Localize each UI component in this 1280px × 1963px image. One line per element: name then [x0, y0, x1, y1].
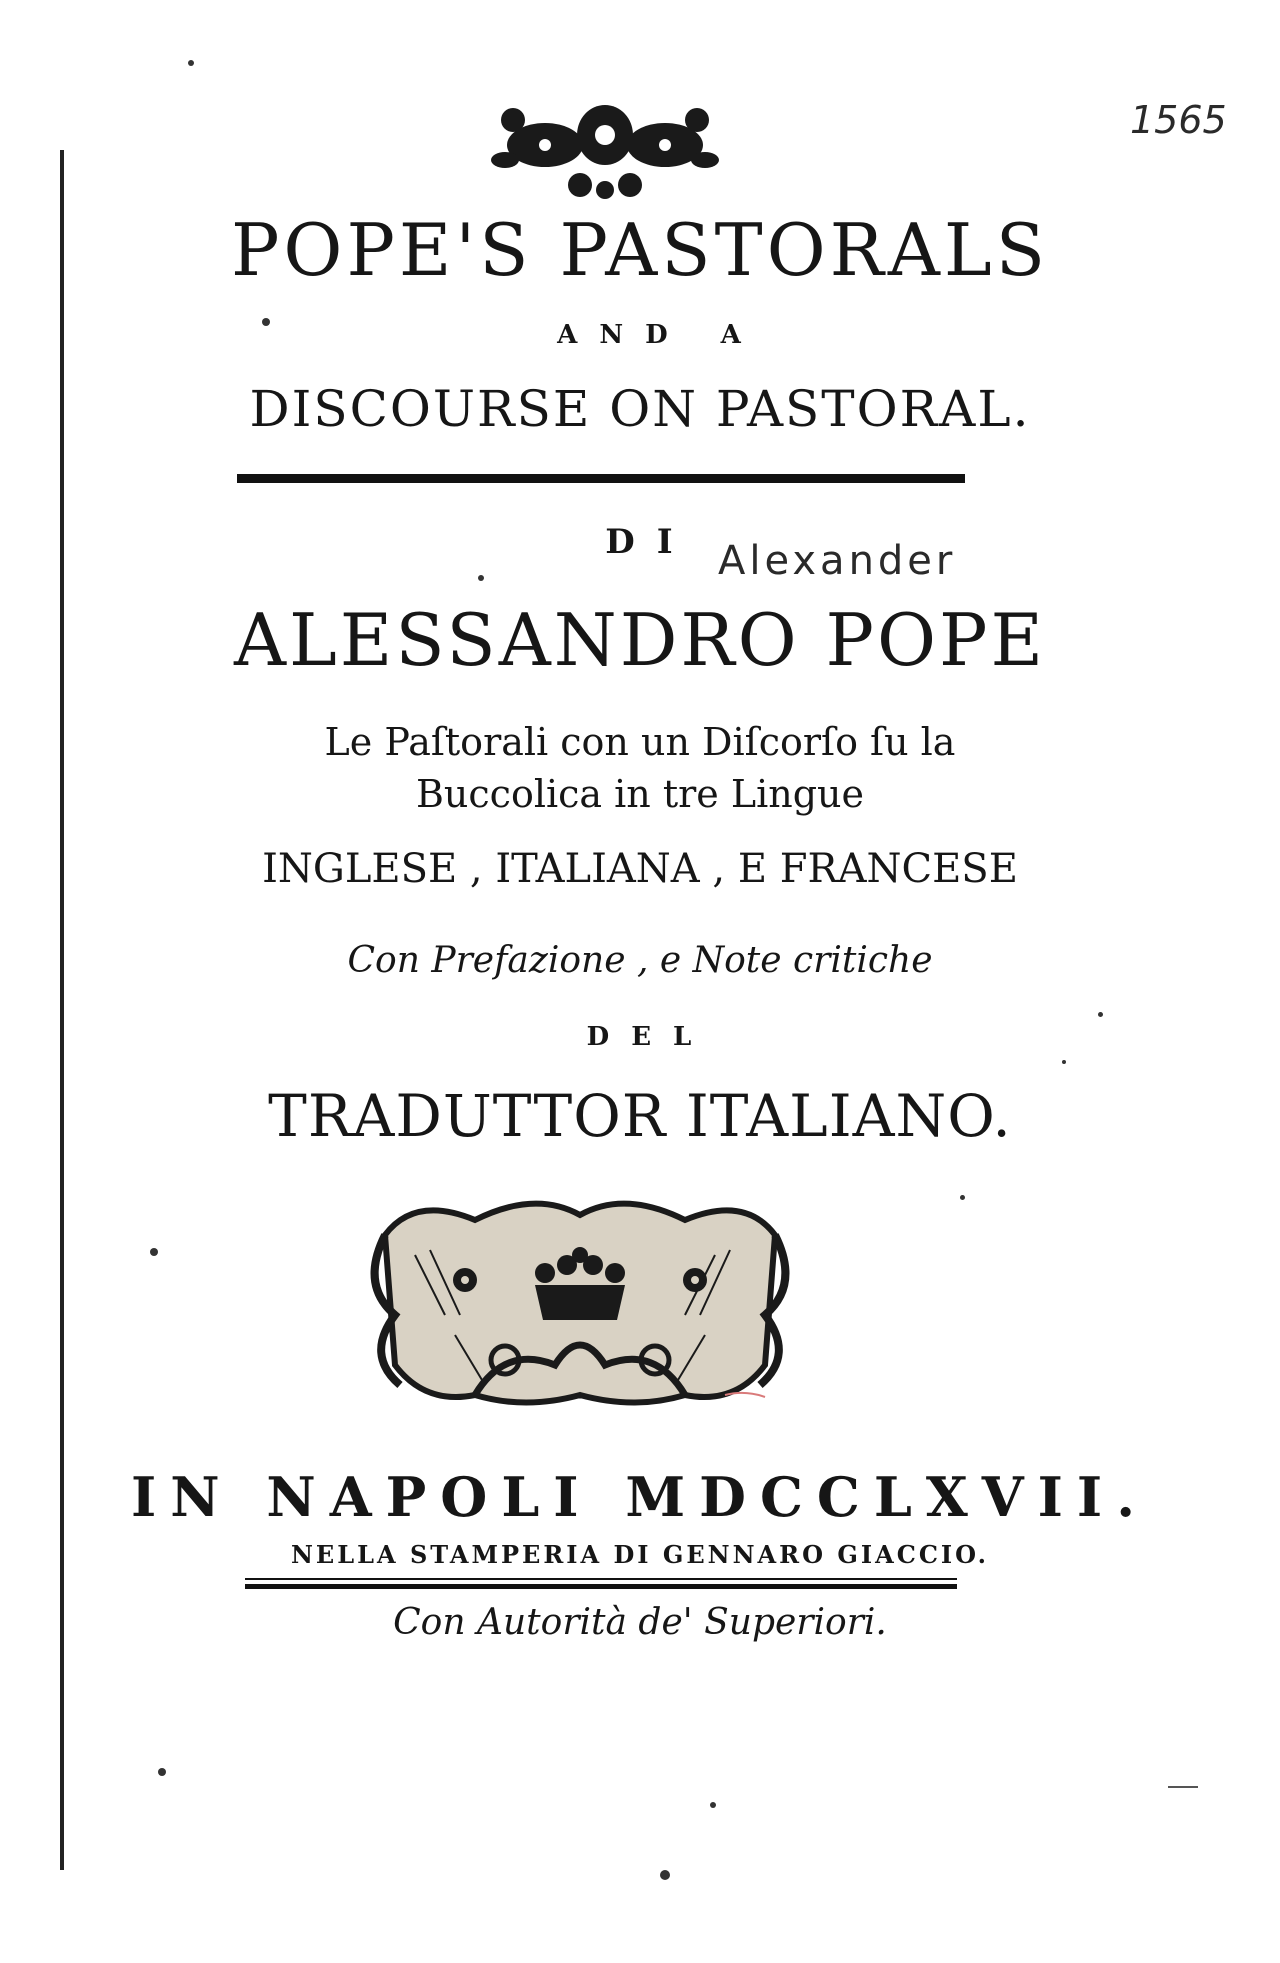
- page-speck: [710, 1802, 716, 1808]
- page-speck: [960, 1195, 965, 1200]
- imprint-rule-thick: [245, 1584, 957, 1589]
- del-line: DEL: [586, 1022, 714, 1052]
- authority-line: Con Autorità de' Superiori.: [393, 1602, 887, 1643]
- preface-line: Con Prefazione , e Note critiche: [347, 940, 933, 981]
- subtitle-line-1: Le Paſtorali con un Diſcorſo ſu la: [324, 720, 956, 764]
- title-line-1: POPE'S PASTORALS: [230, 208, 1050, 292]
- page-speck: [262, 318, 270, 326]
- languages-line: INGLESE , ITALIANA , E FRANCESE: [262, 846, 1018, 892]
- page-mark: [1168, 1786, 1198, 1788]
- place-date-line: IN NAPOLI MDCCLXVII.: [131, 1465, 1149, 1529]
- handwritten-name: Alexander: [718, 538, 957, 584]
- crown-woodcut-vignette: [355, 1195, 805, 1415]
- floral-headpiece-ornament: [485, 90, 725, 205]
- title-line-3: DISCOURSE ON PASTORAL.: [249, 380, 1031, 438]
- translator-line: TRADUTTOR ITALIANO.: [268, 1082, 1012, 1150]
- page-speck: [158, 1768, 166, 1776]
- title-rule: [237, 474, 965, 483]
- page-speck: [150, 1248, 158, 1256]
- by-line: DI: [605, 522, 695, 562]
- page-speck: [1098, 1012, 1103, 1017]
- printer-line: NELLA STAMPERIA DI GENNARO GIACCIO.: [290, 1540, 990, 1569]
- subtitle-line-2: Buccolica in tre Lingue: [415, 772, 865, 816]
- page-speck: [660, 1870, 670, 1880]
- page-speck: [478, 575, 484, 581]
- page-speck: [188, 60, 194, 66]
- title-line-2: AND A: [557, 320, 763, 350]
- author-name: ALESSANDRO POPE: [233, 598, 1047, 682]
- page-speck: [1062, 1060, 1066, 1064]
- catalog-number: 1565: [1130, 98, 1227, 142]
- imprint-rule-thin: [245, 1578, 957, 1580]
